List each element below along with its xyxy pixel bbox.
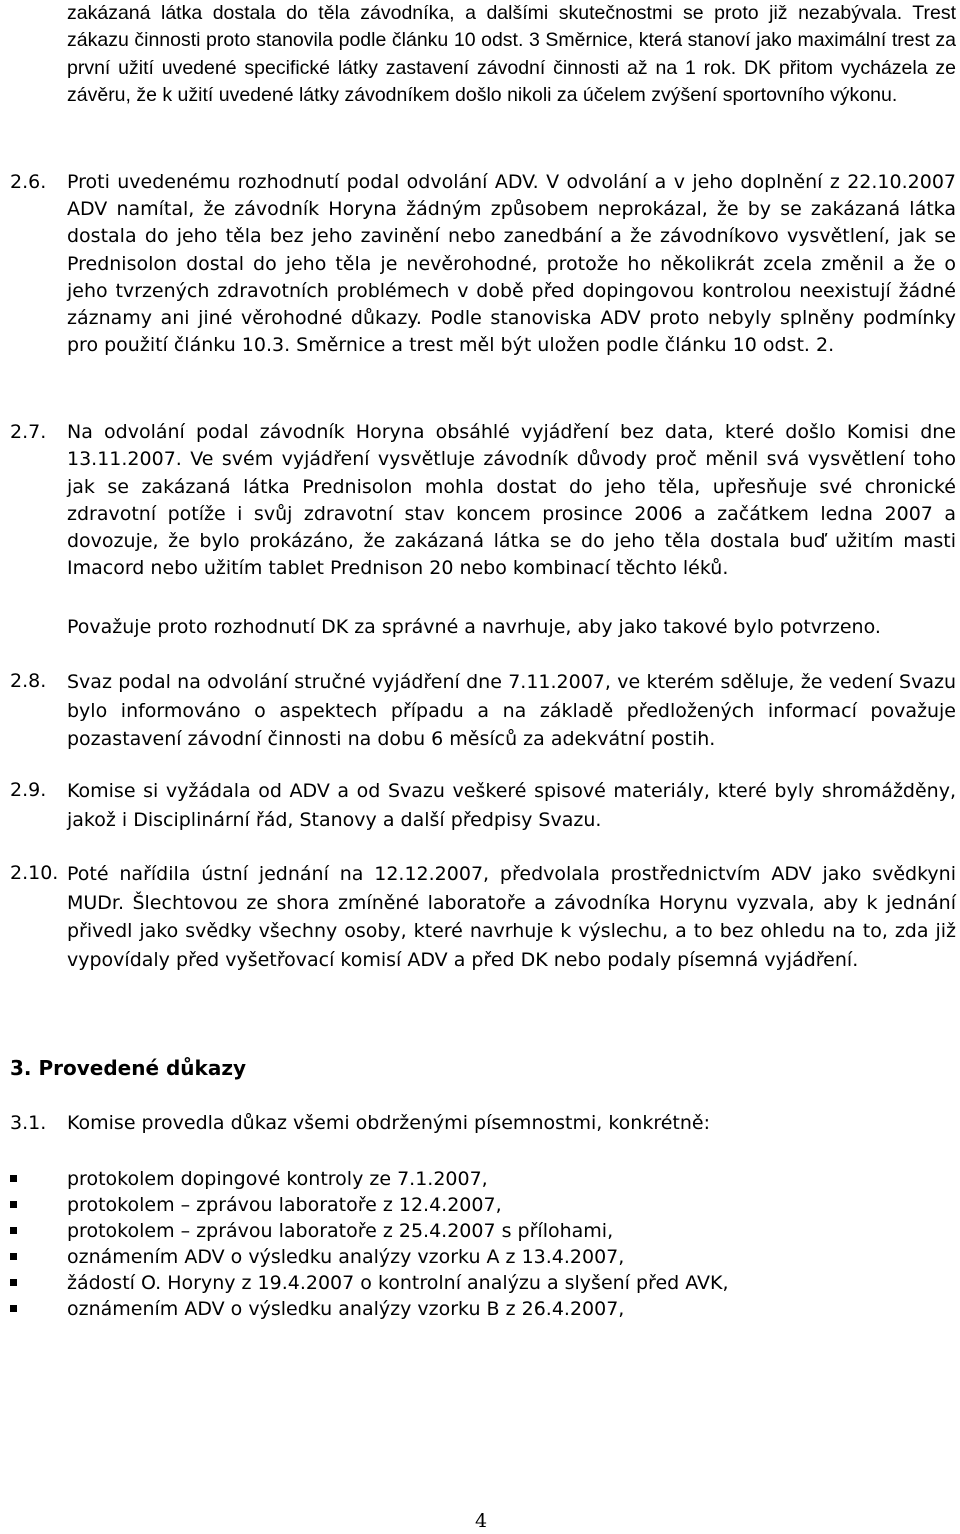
list-item <box>0 1270 956 1296</box>
bullet-icon <box>10 1227 17 1234</box>
section-heading-3: 3. Provedené důkazy <box>10 1056 247 1080</box>
list-item <box>0 1244 956 1270</box>
paragraph-2-9: Komise si vyžádala od ADV a od Svazu veškeré spisové materiály, které byly shromážděny, jakož i Disciplinární řád, Stanovy a další předpisy Svazu. <box>67 780 956 831</box>
paragraph-2-6: Proti uvedenému rozhodnutí podal odvolání ADV. V odvolání a v jeho doplnění z 22.10.2007 ADV namítal, že závodník Horyna žádným způsobem neprokázal, že by se zakázaná látka dostala do jeho těla bez jeho zavinění nebo zanedbání a že závodníkovo vysvětlení, jak se Prednisolon dostal do jeho těla je nevěrohodné, protože ho několikrát zcela změnil a že o jeho tvrzených zdravotních problémech v době před dopingovou kontrolou neexistují žádné záznamy ani jiné věrohodné důkazy. Podle stanoviska ADV proto nebyly splněny podmínky pro použití článku 10.3. Směrnice a trest měl být uložen podle článku 10 odst. 2. <box>67 171 956 357</box>
list-item-text: protokolem – zprávou laboratoře z 25.4.2007 s přílohami, <box>67 1220 614 1242</box>
bullet-icon <box>10 1201 17 1208</box>
list-item <box>0 1296 956 1322</box>
paragraph-number-3-1: 3.1. <box>10 1112 47 1134</box>
paragraph-number-2-9: 2.9. <box>10 779 47 801</box>
bullet-icon <box>10 1279 17 1286</box>
list-item-text: oznámením ADV o výsledku analýzy vzorku B z 26.4.2007, <box>67 1298 625 1320</box>
list-item-text: protokolem – zprávou laboratoře z 12.4.2007, <box>67 1194 502 1216</box>
paragraph-number-2-10: 2.10. <box>10 862 59 884</box>
paragraph-number-2-6: 2.6. <box>10 171 47 193</box>
paragraph-continuation: zakázaná látka dostala do těla závodníka, a dalšími skutečnostmi se proto již nezabývala. Trest zákazu činnosti proto stanovila podle článku 10 odst. 3 Směrnice, která stanoví jako maximální trest za první užití uvedené specifické látky zastavení závodní činnosti až na 1 rok. DK přitom vycházela ze závěru, že k užití uvedené látky závodníkem došlo nikoli za účelem zvýšení sportovního výkonu. <box>67 2 956 106</box>
paragraph-number-2-7: 2.7. <box>10 421 47 443</box>
page-number: 4 <box>475 1510 488 1532</box>
paragraph-2-8: Svaz podal na odvolání stručné vyjádření dne 7.11.2007, ve kterém sděluje, že vedení Svazu bylo informováno o aspektech případu a na základě předložených informací považuje pozastavení závodní činnosti na dobu 6 měsíců za adekvátní postih. <box>67 671 956 750</box>
paragraph-number-2-8: 2.8. <box>10 670 47 692</box>
paragraph-2-7: Na odvolání podal závodník Horyna obsáhlé vyjádření bez data, které došlo Komisi dne 13.11.2007. Ve svém vyjádření vysvětluje závodník důvody proč měnil svá vysvětlení toho jak se zakázaná látka Prednisolon mohla dostat do jeho těla, upřesňuje své chronické zdravotní potíže i svůj zdravotní stav koncem prosince 2006 a začátkem ledna 2007 a dovozuje, že bylo prokázáno, že zakázaná látka se do jeho těla dostala buď užitím masti Imacord nebo užitím tablet Prednison 20 nebo kombinací těchto léků. <box>67 421 956 580</box>
list-item <box>0 1218 956 1244</box>
bullet-icon <box>10 1175 17 1182</box>
list-item <box>0 1166 956 1192</box>
list-item-text: protokolem dopingové kontroly ze 7.1.2007, <box>67 1168 488 1190</box>
list-item <box>0 1192 956 1218</box>
bullet-icon <box>10 1305 17 1312</box>
paragraph-3-1: Komise provedla důkaz všemi obdrženými písemnostmi, konkrétně: <box>67 1112 710 1134</box>
list-item-text: žádostí O. Horyny z 19.4.2007 o kontrolní analýzu a slyšení před AVK, <box>67 1272 729 1294</box>
list-item-text: oznámením ADV o výsledku analýzy vzorku A z 13.4.2007, <box>67 1246 625 1268</box>
bullet-icon <box>10 1253 17 1260</box>
evidence-list <box>0 1166 956 1322</box>
paragraph-2-7-conclusion: Považuje proto rozhodnutí DK za správné a navrhuje, aby jako takové bylo potvrzeno. <box>67 616 881 638</box>
paragraph-2-10: Poté nařídila ústní jednání na 12.12.2007, předvolala prostřednictvím ADV jako svědkyni MUDr. Šlechtovou ze shora zmíněné laboratoře a závodníka Horynu vyzvala, aby k jednání přivedl jako svědky všechny osoby, které navrhuje k výslechu, a to bez ohledu na to, zda již vypovídaly před vyšetřovací komisí ADV a před DK nebo podaly písemná vyjádření. <box>67 863 956 971</box>
